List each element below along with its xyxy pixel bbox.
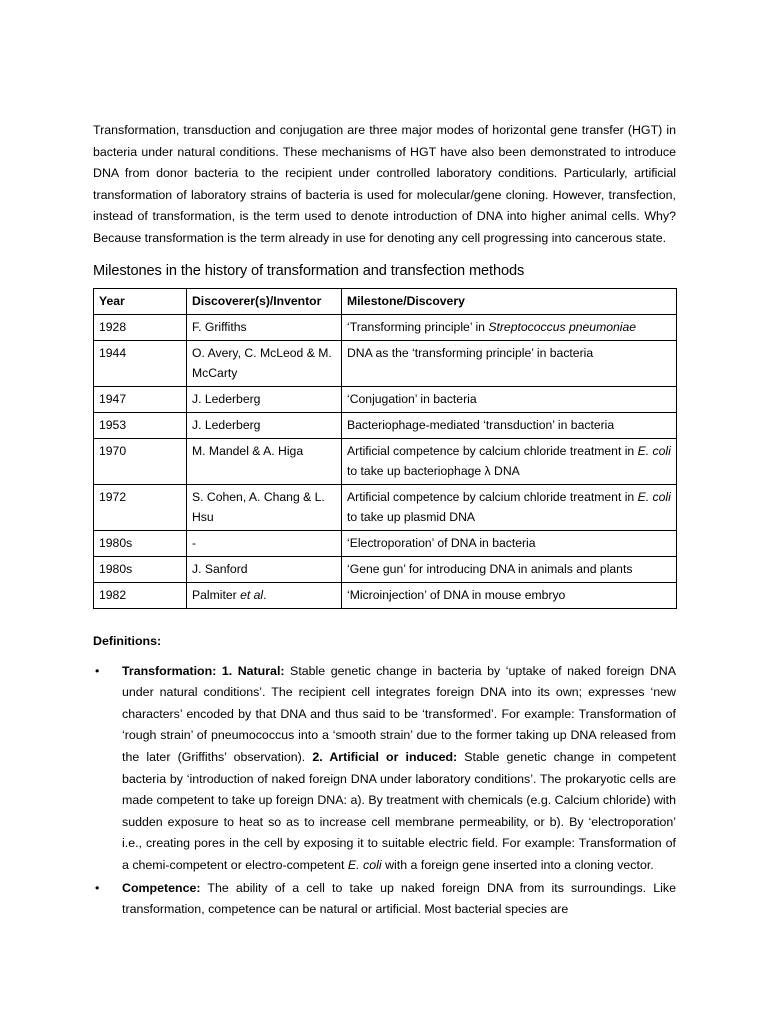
table-row [94, 582, 677, 608]
cell-milestone [342, 530, 677, 556]
cell-year: 1980s [94, 530, 187, 556]
milestone-text: Bacteriophage-mediated ‘transduction’ in bacteria [347, 417, 615, 432]
cell-year: 1980s [94, 556, 187, 582]
milestone-suffix-text: to take up bacteriophage λ DNA [347, 463, 520, 478]
milestone-text: ‘Electroporation’ of DNA in bacteria [347, 535, 536, 550]
definition-competence [122, 878, 676, 921]
cell-milestone [342, 386, 677, 412]
milestone-suffix-text: to take up plasmid DNA [347, 509, 476, 524]
cell-discoverer: M. Mandel & A. Higa [187, 438, 342, 484]
cell-year: 1947 [94, 386, 187, 412]
cell-milestone [342, 314, 677, 340]
definition-term: Competence: [122, 880, 201, 895]
section-heading: Milestones in the history of transformation and transfection methods [93, 262, 525, 279]
bullet-icon: • [95, 663, 100, 678]
table-body [94, 314, 677, 608]
column-header-year: Year [94, 288, 187, 314]
table-row [94, 340, 677, 386]
milestone-text: Artificial competence by calcium chloride treatment in [347, 443, 638, 458]
definition-term: Transformation: 1. Natural: [122, 663, 285, 678]
milestone-text: DNA as the ‘transforming principle’ in bacteria [347, 345, 594, 360]
definition-subterm: 2. Artificial or induced: [312, 749, 458, 764]
cell-milestone [342, 582, 677, 608]
cell-year: 1928 [94, 314, 187, 340]
table-row [94, 314, 677, 340]
cell-milestone [342, 412, 677, 438]
intro-paragraph: Transformation, transduction and conjugation are three major modes of horizontal gene transfer (HGT) in bacteria under natural conditions. These mechanisms of HGT have also been demonstrated to introduce DNA from donor bacteria to the recipient under controlled laboratory conditions. Particularly, artificial transformation of laboratory strains of bacteria is used for molecular/gene cloning. However, transfection, instead of transformation, is the term used to denote introduction of DNA into higher animal cells. Why? Because transformation is the term already in use for denoting any cell progressing into cancerous state. [93, 123, 676, 245]
cell-milestone [342, 340, 677, 386]
cell-year: 1953 [94, 412, 187, 438]
table-header-row [94, 288, 677, 314]
table-row [94, 386, 677, 412]
cell-discoverer: J. Lederberg [187, 386, 342, 412]
table-row [94, 412, 677, 438]
milestone-text: ‘Microinjection’ of DNA in mouse embryo [347, 587, 566, 602]
cell-milestone [342, 556, 677, 582]
cell-discoverer: - [187, 530, 342, 556]
milestones-table [93, 288, 677, 609]
cell-discoverer: F. Griffiths [187, 314, 342, 340]
cell-discoverer [187, 582, 342, 608]
column-header-discoverer: Discoverer(s)/Inventor [187, 288, 342, 314]
definitions-list [93, 661, 676, 921]
discoverer-text: Palmiter [192, 587, 241, 602]
milestone-text: ‘Conjugation’ in bacteria [347, 391, 477, 406]
cell-discoverer: J. Lederberg [187, 412, 342, 438]
cell-milestone [342, 484, 677, 530]
cell-year: 1982 [94, 582, 187, 608]
cell-discoverer: O. Avery, C. McLeod & M. McCarty [187, 340, 342, 386]
definition-text: The ability of a cell to take up naked foreign DNA from its surroundings. Like transformation, competence can be natural or artificial. Most bacterial species are [122, 880, 676, 917]
definition-transformation [122, 661, 676, 877]
cell-discoverer: S. Cohen, A. Chang & L. Hsu [187, 484, 342, 530]
discoverer-italic-text: et al [240, 587, 264, 602]
cell-year: 1944 [94, 340, 187, 386]
milestone-text: ‘Gene gun’ for introducing DNA in animals and plants [347, 561, 633, 576]
cell-discoverer: J. Sanford [187, 556, 342, 582]
table-row [94, 484, 677, 530]
cell-year: 1972 [94, 484, 187, 530]
bullet-icon: • [95, 880, 100, 895]
milestone-italic-text: E. coli [637, 489, 671, 504]
definition-subtext-2: with a foreign gene inserted into a cloning vector. [381, 857, 654, 872]
cell-year: 1970 [94, 438, 187, 484]
milestone-text: ‘Transforming principle’ in [347, 319, 489, 334]
list-item [93, 878, 676, 921]
milestone-italic-text: E. coli [637, 443, 671, 458]
table-row [94, 556, 677, 582]
list-item [93, 661, 676, 877]
milestone-text: Artificial competence by calcium chloride treatment in [347, 489, 638, 504]
table-row [94, 530, 677, 556]
table-row [94, 438, 677, 484]
column-header-milestone: Milestone/Discovery [342, 288, 677, 314]
cell-milestone [342, 438, 677, 484]
definition-text: Stable genetic change in bacteria by ‘uptake of naked foreign DNA under natural conditions’. The recipient cell integrates foreign DNA into its own; expresses ‘new characters’ encoded by that DNA and thus said to be ‘transformed’. For example: Transformation of ‘rough strain’ of pneumococcus into a ‘smooth strain’ due to the former taking up DNA released from the later (Griffiths’ observation). [122, 663, 676, 764]
discoverer-suffix-text: . [263, 587, 267, 602]
definition-italic-organism: E. coli [347, 857, 382, 872]
definition-subtext-1: Stable genetic change in competent bacteria by ‘introduction of naked foreign DNA under laboratory conditions’. The prokaryotic cells are made competent to take up foreign DNA: a). By treatment with chemicals (e.g. Calcium chloride) with sudden exposure to heat so as to increase cell membrane permeability, or b). By ‘electroporation’ i.e., creating pores in the cell by exposing it to suitable electric field. For example: Transformation of a chemi-competent or electro-competent [122, 749, 676, 872]
definitions-heading: Definitions: [93, 633, 162, 648]
milestone-italic-text: Streptococcus pneumoniae [488, 319, 637, 334]
